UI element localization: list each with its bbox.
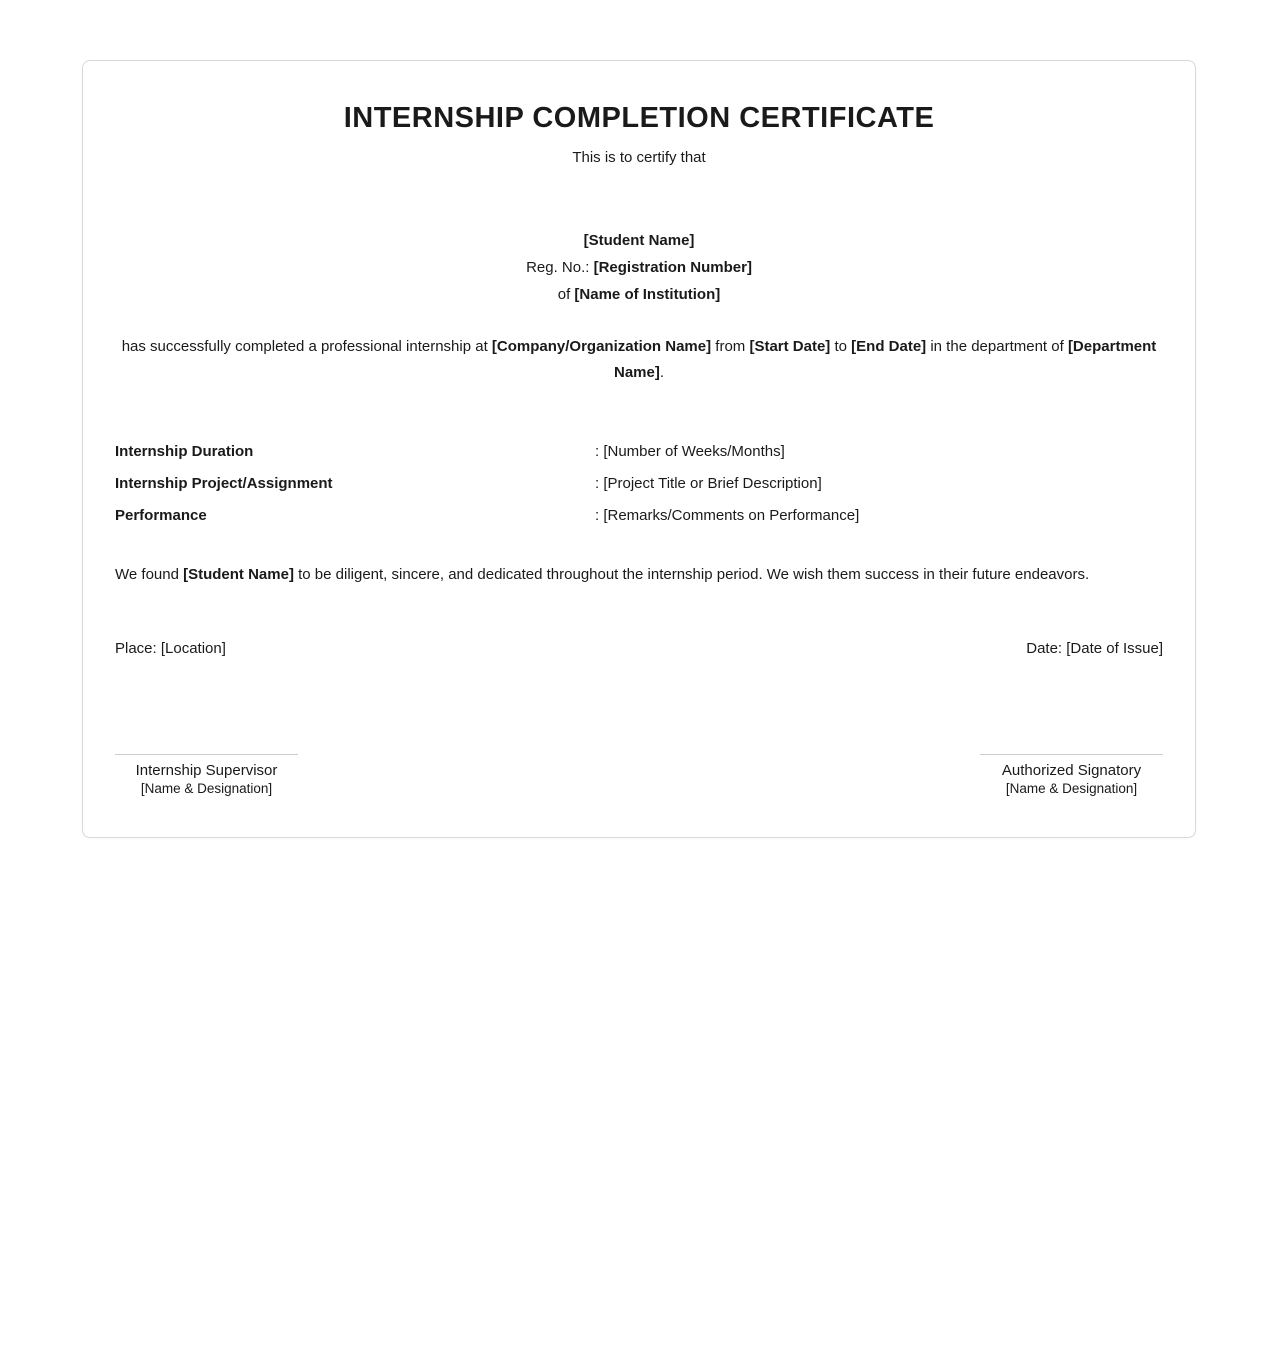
supervisor-name: [Name & Designation] [140, 781, 273, 796]
start-date: [Start Date] [749, 338, 831, 355]
closing-text-2: to be diligent, sincere, and dedicated throughout the internship period. We wish them success in their future endeavors. [293, 566, 1090, 583]
institution-value: [Name of Institution] [574, 286, 721, 303]
registration-label: Reg. No.: [526, 259, 594, 276]
closing-student-name: [Student Name] [183, 566, 294, 583]
detail-label-duration: Internship Duration [115, 443, 254, 460]
closing-paragraph [115, 562, 1163, 588]
signature-row [115, 754, 1163, 797]
end-date: [End Date] [851, 338, 927, 355]
student-registration-line [115, 254, 1163, 281]
detail-row-performance [115, 500, 1163, 532]
authorized-role: Authorized Signatory [1001, 762, 1142, 779]
intro-text-5: . [659, 364, 665, 381]
intro-text-1: has successfully completed a professional internship at [121, 338, 492, 355]
certificate-subtitle: This is to certify that [572, 149, 706, 166]
detail-label-performance: Performance [115, 507, 207, 524]
detail-row-project [115, 468, 1163, 500]
signature-block-authorized [980, 754, 1163, 797]
detail-value-duration: : [Number of Weeks/Months] [595, 443, 785, 460]
certificate-card [82, 60, 1196, 838]
department-name: [Department Name] [613, 338, 1157, 381]
institution-prefix: of [557, 286, 575, 303]
authorized-name: [Name & Designation] [1005, 781, 1138, 796]
page [0, 60, 1278, 1360]
detail-row-duration [115, 436, 1163, 468]
detail-label-project: Internship Project/Assignment [115, 475, 333, 492]
intro-paragraph [115, 334, 1163, 386]
intro-text-3: to [830, 338, 852, 355]
intro-text-2: from [711, 338, 750, 355]
registration-value: [Registration Number] [593, 259, 752, 276]
detail-value-project: : [Project Title or Brief Description] [595, 475, 822, 492]
intro-text-4: in the department of [926, 338, 1068, 355]
student-name: [Student Name] [583, 232, 695, 249]
place-date-row [115, 638, 1163, 660]
date-text: Date: [Date of Issue] [1026, 640, 1163, 657]
certificate-title: INTERNSHIP COMPLETION CERTIFICATE [343, 102, 935, 134]
supervisor-role: Internship Supervisor [135, 762, 278, 779]
signature-block-supervisor [115, 754, 298, 797]
detail-value-performance: : [Remarks/Comments on Performance] [595, 507, 860, 524]
company-name: [Company/Organization Name] [491, 338, 712, 355]
student-block [115, 227, 1163, 308]
closing-text-1: We found [115, 566, 184, 583]
place-text: Place: [Location] [115, 640, 226, 657]
student-institution-line [115, 281, 1163, 308]
details-table [115, 436, 1163, 532]
